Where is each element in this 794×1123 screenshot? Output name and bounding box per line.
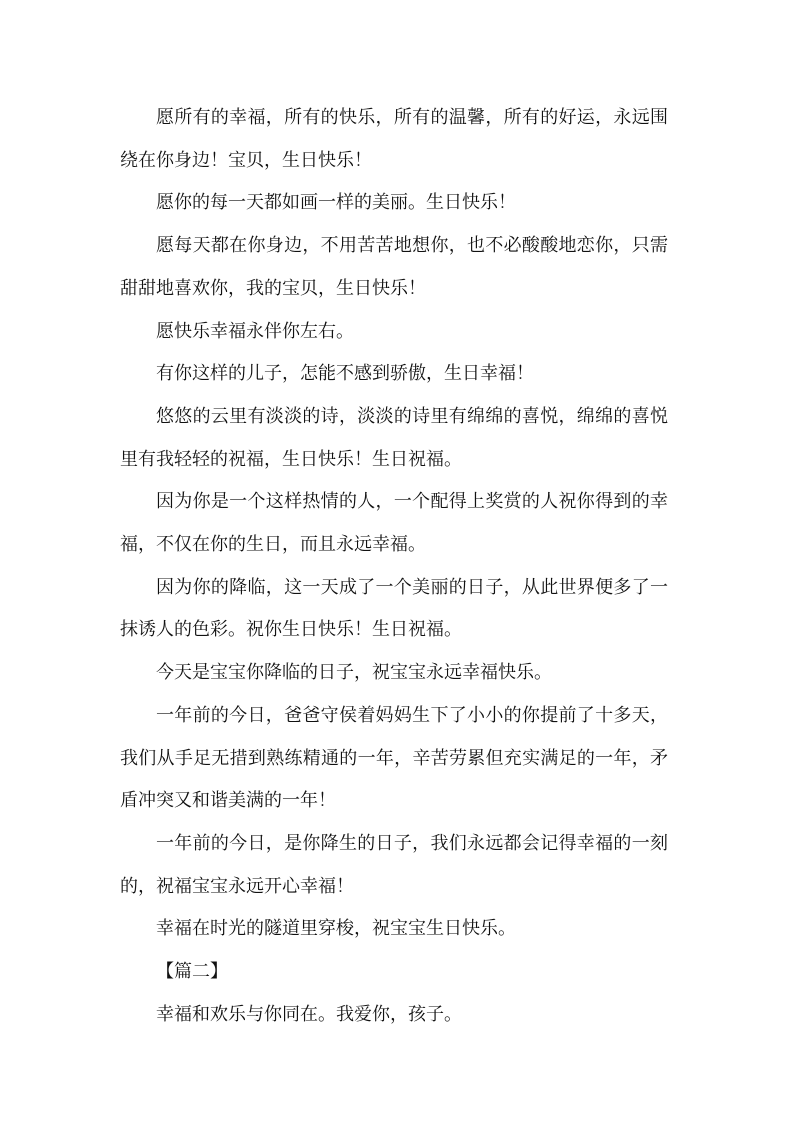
paragraph: 因为你是一个这样热情的人，一个配得上奖赏的人祝你得到的幸福，不仅在你的生日，而且永远幸福。: [120, 491, 668, 556]
paragraph: 今天是宝宝你降临的日子，祝宝宝永远幸福快乐。: [156, 662, 552, 684]
paragraph: 愿快乐幸福永伴你左右。: [156, 320, 354, 342]
paragraph: 愿每天都在你身边，不用苦苦地想你，也不必酸酸地恋你，只需甜甜地喜欢你，我的宝贝，生日快乐！: [120, 235, 668, 299]
document-body: [120, 97, 668, 1036]
paragraph: 因为你的降临，这一天成了一个美丽的日子，从此世界便多了一抹诱人的色彩。祝你生日快乐！生日祝福。: [120, 576, 668, 641]
paragraph: 一年前的今日，爸爸守侯着妈妈生下了小小的你提前了十多天，我们从手足无措到熟练精通的一年，辛苦劳累但充实满足的一年，矛盾冲突又和谐美满的一年！: [120, 704, 668, 812]
paragraph: 一年前的今日，是你降生的日子，我们永远都会记得幸福的一刻的，祝福宝宝永远开心幸福！: [120, 832, 668, 897]
paragraph: 愿所有的幸福，所有的快乐，所有的温馨，所有的好运，永远围绕在你身边！宝贝，生日快乐！: [120, 107, 668, 171]
paragraph: 悠悠的云里有淡淡的诗，淡淡的诗里有绵绵的喜悦，绵绵的喜悦里有我轻轻的祝福，生日快乐！生日祝福。: [120, 405, 668, 470]
paragraph: 愿你的每一天都如画一样的美丽。生日快乐！: [156, 192, 516, 214]
paragraph: 有你这样的儿子，怎能不感到骄傲，生日幸福！: [156, 363, 534, 385]
section-heading: 【篇二】: [156, 961, 228, 983]
closing-paragraph: 幸福和欢乐与你同在。我爱你，孩子。: [156, 1003, 462, 1025]
paragraph: 幸福在时光的隧道里穿梭，祝宝宝生日快乐。: [156, 918, 516, 940]
